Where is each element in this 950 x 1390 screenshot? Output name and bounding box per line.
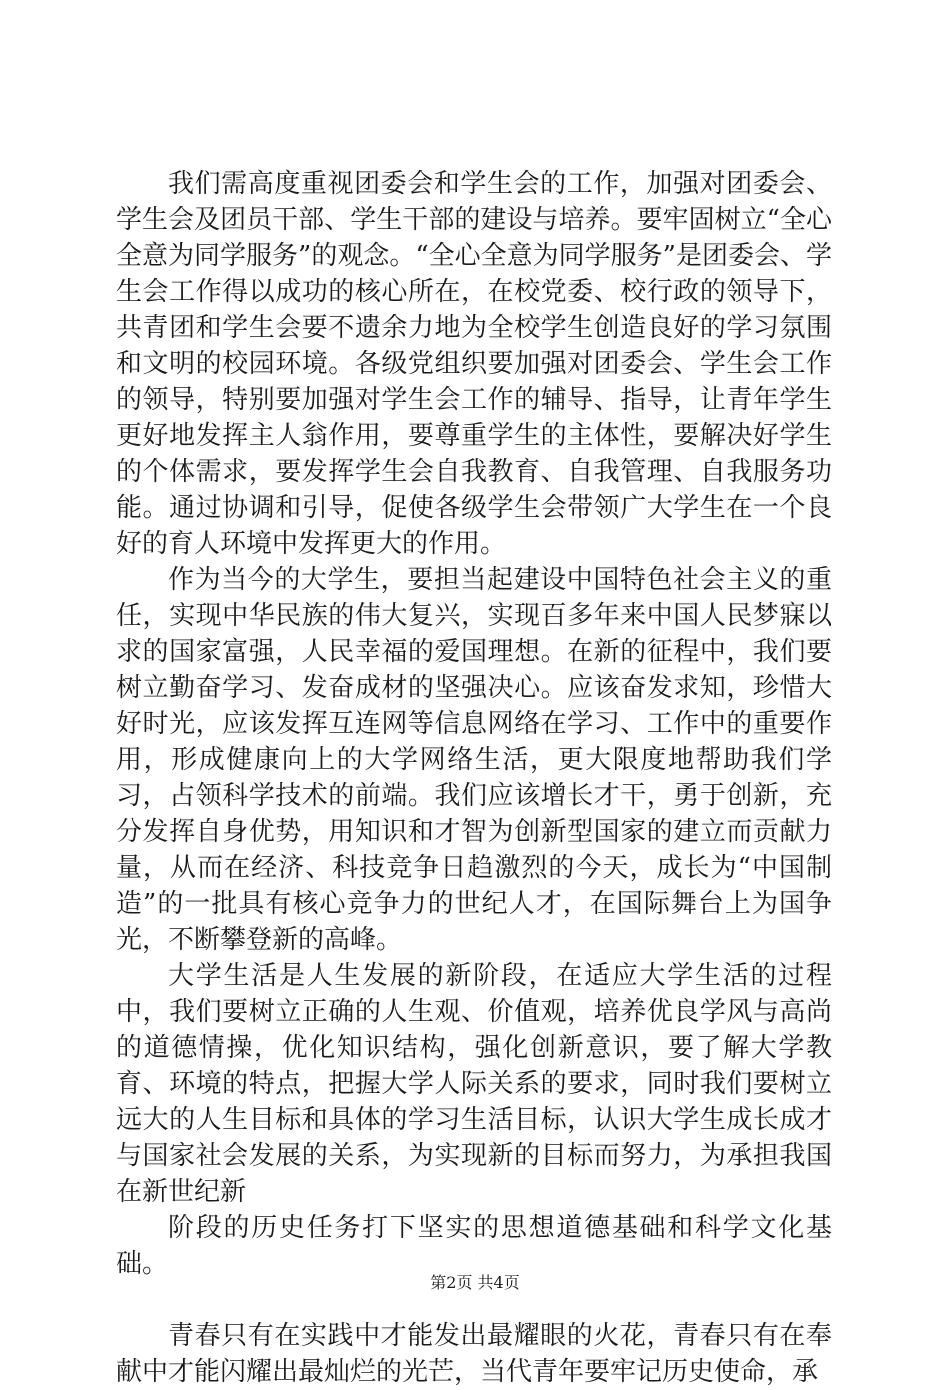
paragraph-historical-task: 阶段的历史任务打下坚实的思想道德基础和科学文化基础。 (116, 1213, 832, 1279)
paragraph-college-student-mission: 作为当今的大学生，要担当起建设中国特色社会主义的重任，实现中华民族的伟大复兴，实现百多年来中国人民梦寐以求的国家富强，人民幸福的爱国理想。在新的征程中，我们要树立勤奋学习、发奋成材的坚强决心。应该奋发求知，珍惜大好时光，应该发挥互连网等信息网络在学习、工作中的重要作用，形成健康向上的大学网络生活，更大限度地帮助我们学习，占领科学技术的前端。我们应该增长才干，勇于创新，充分发挥自身优势，用知识和才智为创新型国家的建立而贡献力量，从而在经济、科技竞争日趋激烈的今天，成长为“中国制造”的一批具有核心竞争力的世纪人才，在国际舞台上为国争光，不断攀登新的高峰。 (116, 565, 832, 955)
body-text (116, 166, 832, 1390)
page-footer (0, 1273, 950, 1293)
paragraph-college-life: 大学生活是人生发展的新阶段，在适应大学生活的过程中，我们要树立正确的人生观、价值观，培养优良学风与高尚的道德情操，优化知识结构，强化创新意识，要了解大学教育、环境的特点，把握大学人际关系的要求，同时我们要树立远大的人生目标和具体的学习生活目标，认识大学生成长成才与国家社会发展的关系，为实现新的目标而努力，为承担我国在新世纪新 (116, 961, 832, 1207)
paragraph-student-union-work: 我们需高度重视团委会和学生会的工作，加强对团委会、学生会及团员干部、学生干部的建设与培养。要牢固树立“全心全意为同学服务”的观念。“全心全意为同学服务”是团委会、学生会工作得以成功的核心所在，在校党委、校行政的领导下，共青团和学生会要不遗余力地为全校学生创造良好的学习氛围和文明的校园环境。各级党组织要加强对团委会、学生会工作的领导，特别要加强对学生会工作的辅导、指导，让青年学生更好地发挥主人翁作用，要尊重学生的主体性，要解决好学生的个体需求，要发挥学生会自我教育、自我管理、自我服务功能。通过协调和引导，促使各级学生会带领广大学生在一个良好的育人环境中发挥更大的作用。 (116, 169, 832, 559)
page-number: 第2页 共4页 (430, 1273, 520, 1292)
paragraph-youth-practice: 青春只有在实践中才能发出最耀眼的火花，青春只有在奉献中才能闪耀出最灿烂的光芒，当代青年要牢记历史使命，承 (116, 1321, 832, 1387)
